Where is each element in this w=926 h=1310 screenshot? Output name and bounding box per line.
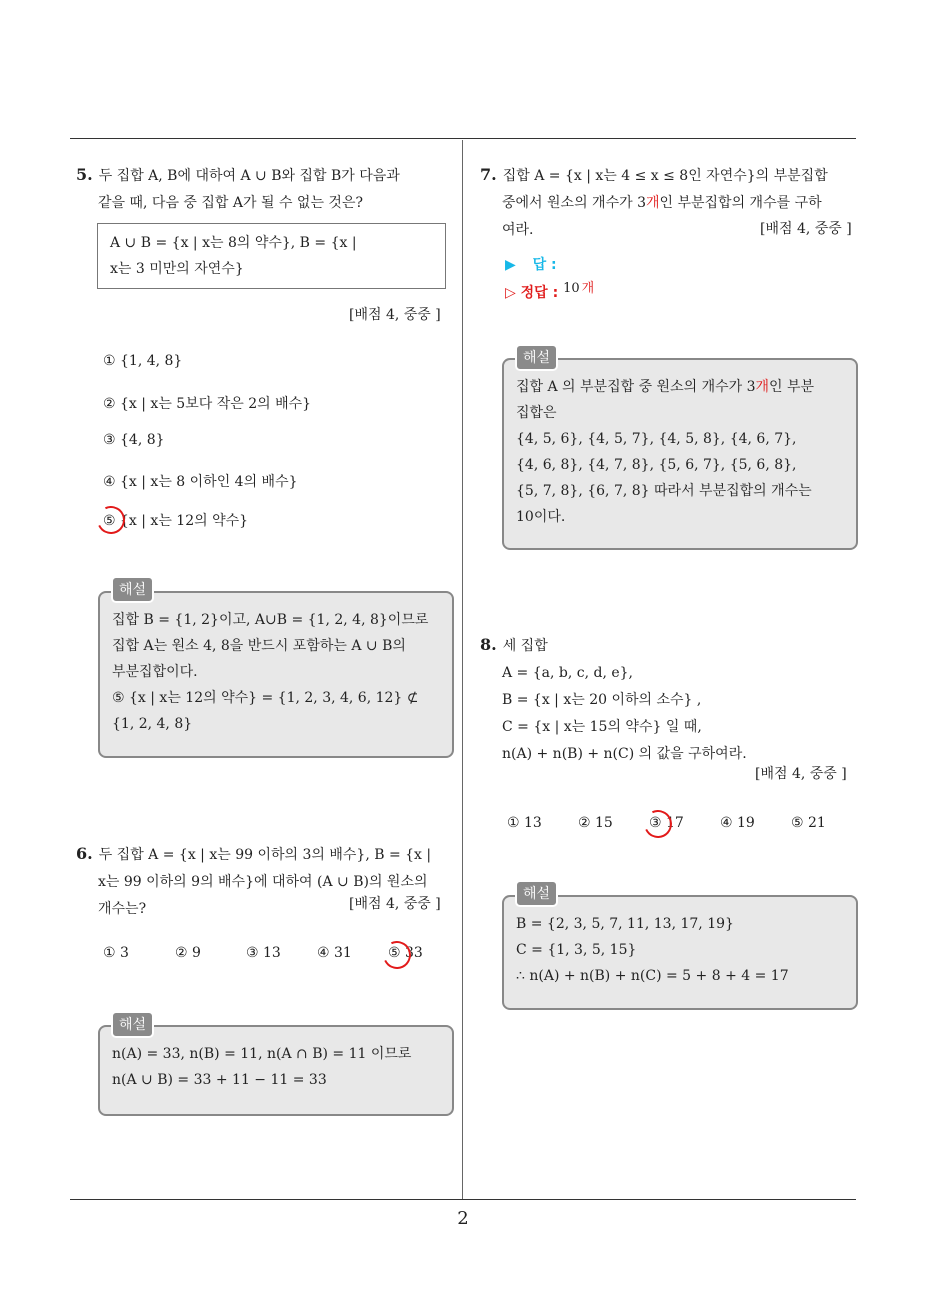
solution-label: 해설 (515, 880, 558, 907)
q8-choice-4[interactable]: ④ 19 (720, 815, 755, 831)
question-8-meta: [배점 4, 중중 ] (755, 766, 847, 782)
solution-line: {4, 6, 8}, {4, 7, 8}, {5, 6, 7}, {5, 6, 8}, (516, 457, 797, 473)
correct-arrow-icon: ▷ (505, 285, 516, 301)
q6-choice-5[interactable]: ⑤ 33 (388, 945, 423, 961)
solution-label: 해설 (111, 576, 154, 603)
question-5-solution-box (98, 591, 454, 758)
question-8-line-5: n(A) + n(B) + n(C) 의 값을 구하여라. (502, 746, 747, 762)
q6-choice-4[interactable]: ④ 31 (317, 945, 352, 961)
q5-choice-3[interactable]: ③ {4, 8} (103, 432, 165, 448)
solution-line: {4, 5, 6}, {4, 5, 7}, {4, 5, 8}, {4, 6, 7}, (516, 431, 797, 447)
q5-choice-2[interactable]: ② {x | x는 5보다 작은 2의 배수} (103, 396, 312, 412)
condition-line-1: A ∪ B = {x | x는 8의 약수}, B = {x | (110, 235, 357, 251)
q6-choice-2[interactable]: ② 9 (175, 945, 201, 961)
condition-line-2: x는 3 미만의 자연수} (110, 261, 244, 277)
solution-line: 10이다. (516, 509, 566, 525)
q5-choice-5[interactable]: ⑤ {x | x는 12의 약수} (103, 513, 249, 529)
question-5 (76, 161, 461, 217)
question-7-solution-box (502, 358, 858, 550)
question-5-number: 5. (76, 165, 93, 184)
answer-arrow-icon: ▶ (505, 257, 516, 273)
question-6-line-2: x는 99 이하의 9의 배수}에 대하여 (A ∪ B)의 원소의 (98, 874, 428, 890)
question-7-line-2b: 인 부분집합의 개수를 구하 (659, 195, 822, 211)
answer-mark-circle (93, 502, 129, 538)
question-6-line-1: 두 집합 A = {x | x는 99 이하의 3의 배수}, B = {x | (98, 847, 432, 863)
question-6-line-3: 개수는? (98, 901, 147, 917)
solution-line: 부분집합이다. (112, 664, 198, 680)
question-5-line-1: 두 집합 A, B에 대하여 A ∪ B와 집합 B가 다음과 (98, 168, 400, 184)
solution-line: 집합은 (516, 405, 557, 421)
unit-highlight: 개 (755, 379, 770, 395)
solution-line: B = {2, 3, 5, 7, 11, 13, 17, 19} (516, 916, 734, 932)
solution-line: ⑤ {x | x는 12의 약수} = {1, 2, 3, 4, 6, 12} ⊄ (112, 690, 419, 706)
question-6-number: 6. (76, 844, 93, 863)
question-7-number: 7. (480, 165, 497, 184)
page-number: 2 (457, 1208, 469, 1229)
question-5-meta: [배점 4, 중중 ] (349, 307, 441, 323)
correct-unit: 개 (581, 281, 595, 296)
question-5-line-2: 같을 때, 다음 중 집합 A가 될 수 없는 것은? (98, 195, 363, 211)
question-6-meta: [배점 4, 중중 ] (349, 896, 441, 912)
solution-line: n(A) = 33, n(B) = 11, n(A ∩ B) = 11 이므로 (112, 1046, 412, 1062)
question-8-solution-box (502, 895, 858, 1010)
correct-answer-row (505, 282, 594, 302)
question-6-solution-box (98, 1025, 454, 1116)
q5-choice-1[interactable]: ① {1, 4, 8} (103, 353, 183, 369)
q8-choice-1[interactable]: ① 13 (507, 815, 542, 831)
question-8-line-2: A = {a, b, c, d, e}, (502, 665, 634, 681)
answer-mark-circle (379, 937, 415, 973)
q6-choice-3[interactable]: ③ 13 (246, 945, 281, 961)
solution-line: C = {1, 3, 5, 15} (516, 942, 637, 958)
q5-choice-4[interactable]: ④ {x | x는 8 이하인 4의 배수} (103, 474, 298, 490)
solution-line: 인 부분 (769, 379, 815, 395)
correct-label: 정답 : (520, 285, 559, 301)
question-7-line-1: 집합 A = {x | x는 4 ≤ x ≤ 8인 자연수}의 부분집합 (502, 168, 828, 184)
answer-mark-circle (640, 806, 676, 842)
question-8-line-3: B = {x | x는 20 이하의 소수} , (502, 692, 702, 708)
question-8-line-1: 세 집합 (502, 638, 548, 654)
q8-choice-5[interactable]: ⑤ 21 (791, 815, 826, 831)
question-8-number: 8. (480, 635, 497, 654)
q8-choice-2[interactable]: ② 15 (578, 815, 613, 831)
solution-line: ∴ n(A) + n(B) + n(C) = 5 + 8 + 4 = 17 (516, 968, 789, 984)
solution-line: {5, 7, 8}, {6, 7, 8} 따라서 부분집합의 개수는 (516, 483, 812, 499)
solution-label: 해설 (515, 344, 558, 371)
q6-choice-1[interactable]: ① 3 (103, 945, 129, 961)
solution-line: 집합 A 의 부분집합 중 원소의 개수가 3 (516, 379, 756, 395)
answer-row (505, 254, 557, 274)
question-7-meta: [배점 4, 중중 ] (760, 221, 852, 237)
question-7-line-3: 여라. (502, 222, 534, 238)
solution-line: 집합 B = {1, 2}이고, A∪B = {1, 2, 4, 8}이므로 (112, 612, 429, 628)
answer-label: 답 : (532, 257, 557, 273)
question-8 (480, 631, 860, 768)
solution-label: 해설 (111, 1011, 154, 1038)
q8-choice-3[interactable]: ③ 17 (649, 815, 684, 831)
question-8-line-4: C = {x | x는 15의 약수} 일 때, (502, 719, 702, 735)
solution-line: 집합 A는 원소 4, 8을 반드시 포함하는 A ∪ B의 (112, 638, 406, 654)
question-5-condition-box (97, 223, 446, 289)
question-7-line-2a: 중에서 원소의 개수가 3 (502, 195, 646, 211)
unit-highlight: 개 (645, 195, 660, 211)
solution-line: n(A ∪ B) = 33 + 11 − 11 = 33 (112, 1072, 327, 1088)
column-divider (462, 140, 463, 1200)
correct-value: 10 (563, 281, 580, 296)
bottom-rule (70, 1199, 856, 1200)
top-rule (70, 138, 856, 139)
solution-line: {1, 2, 4, 8} (112, 716, 193, 732)
